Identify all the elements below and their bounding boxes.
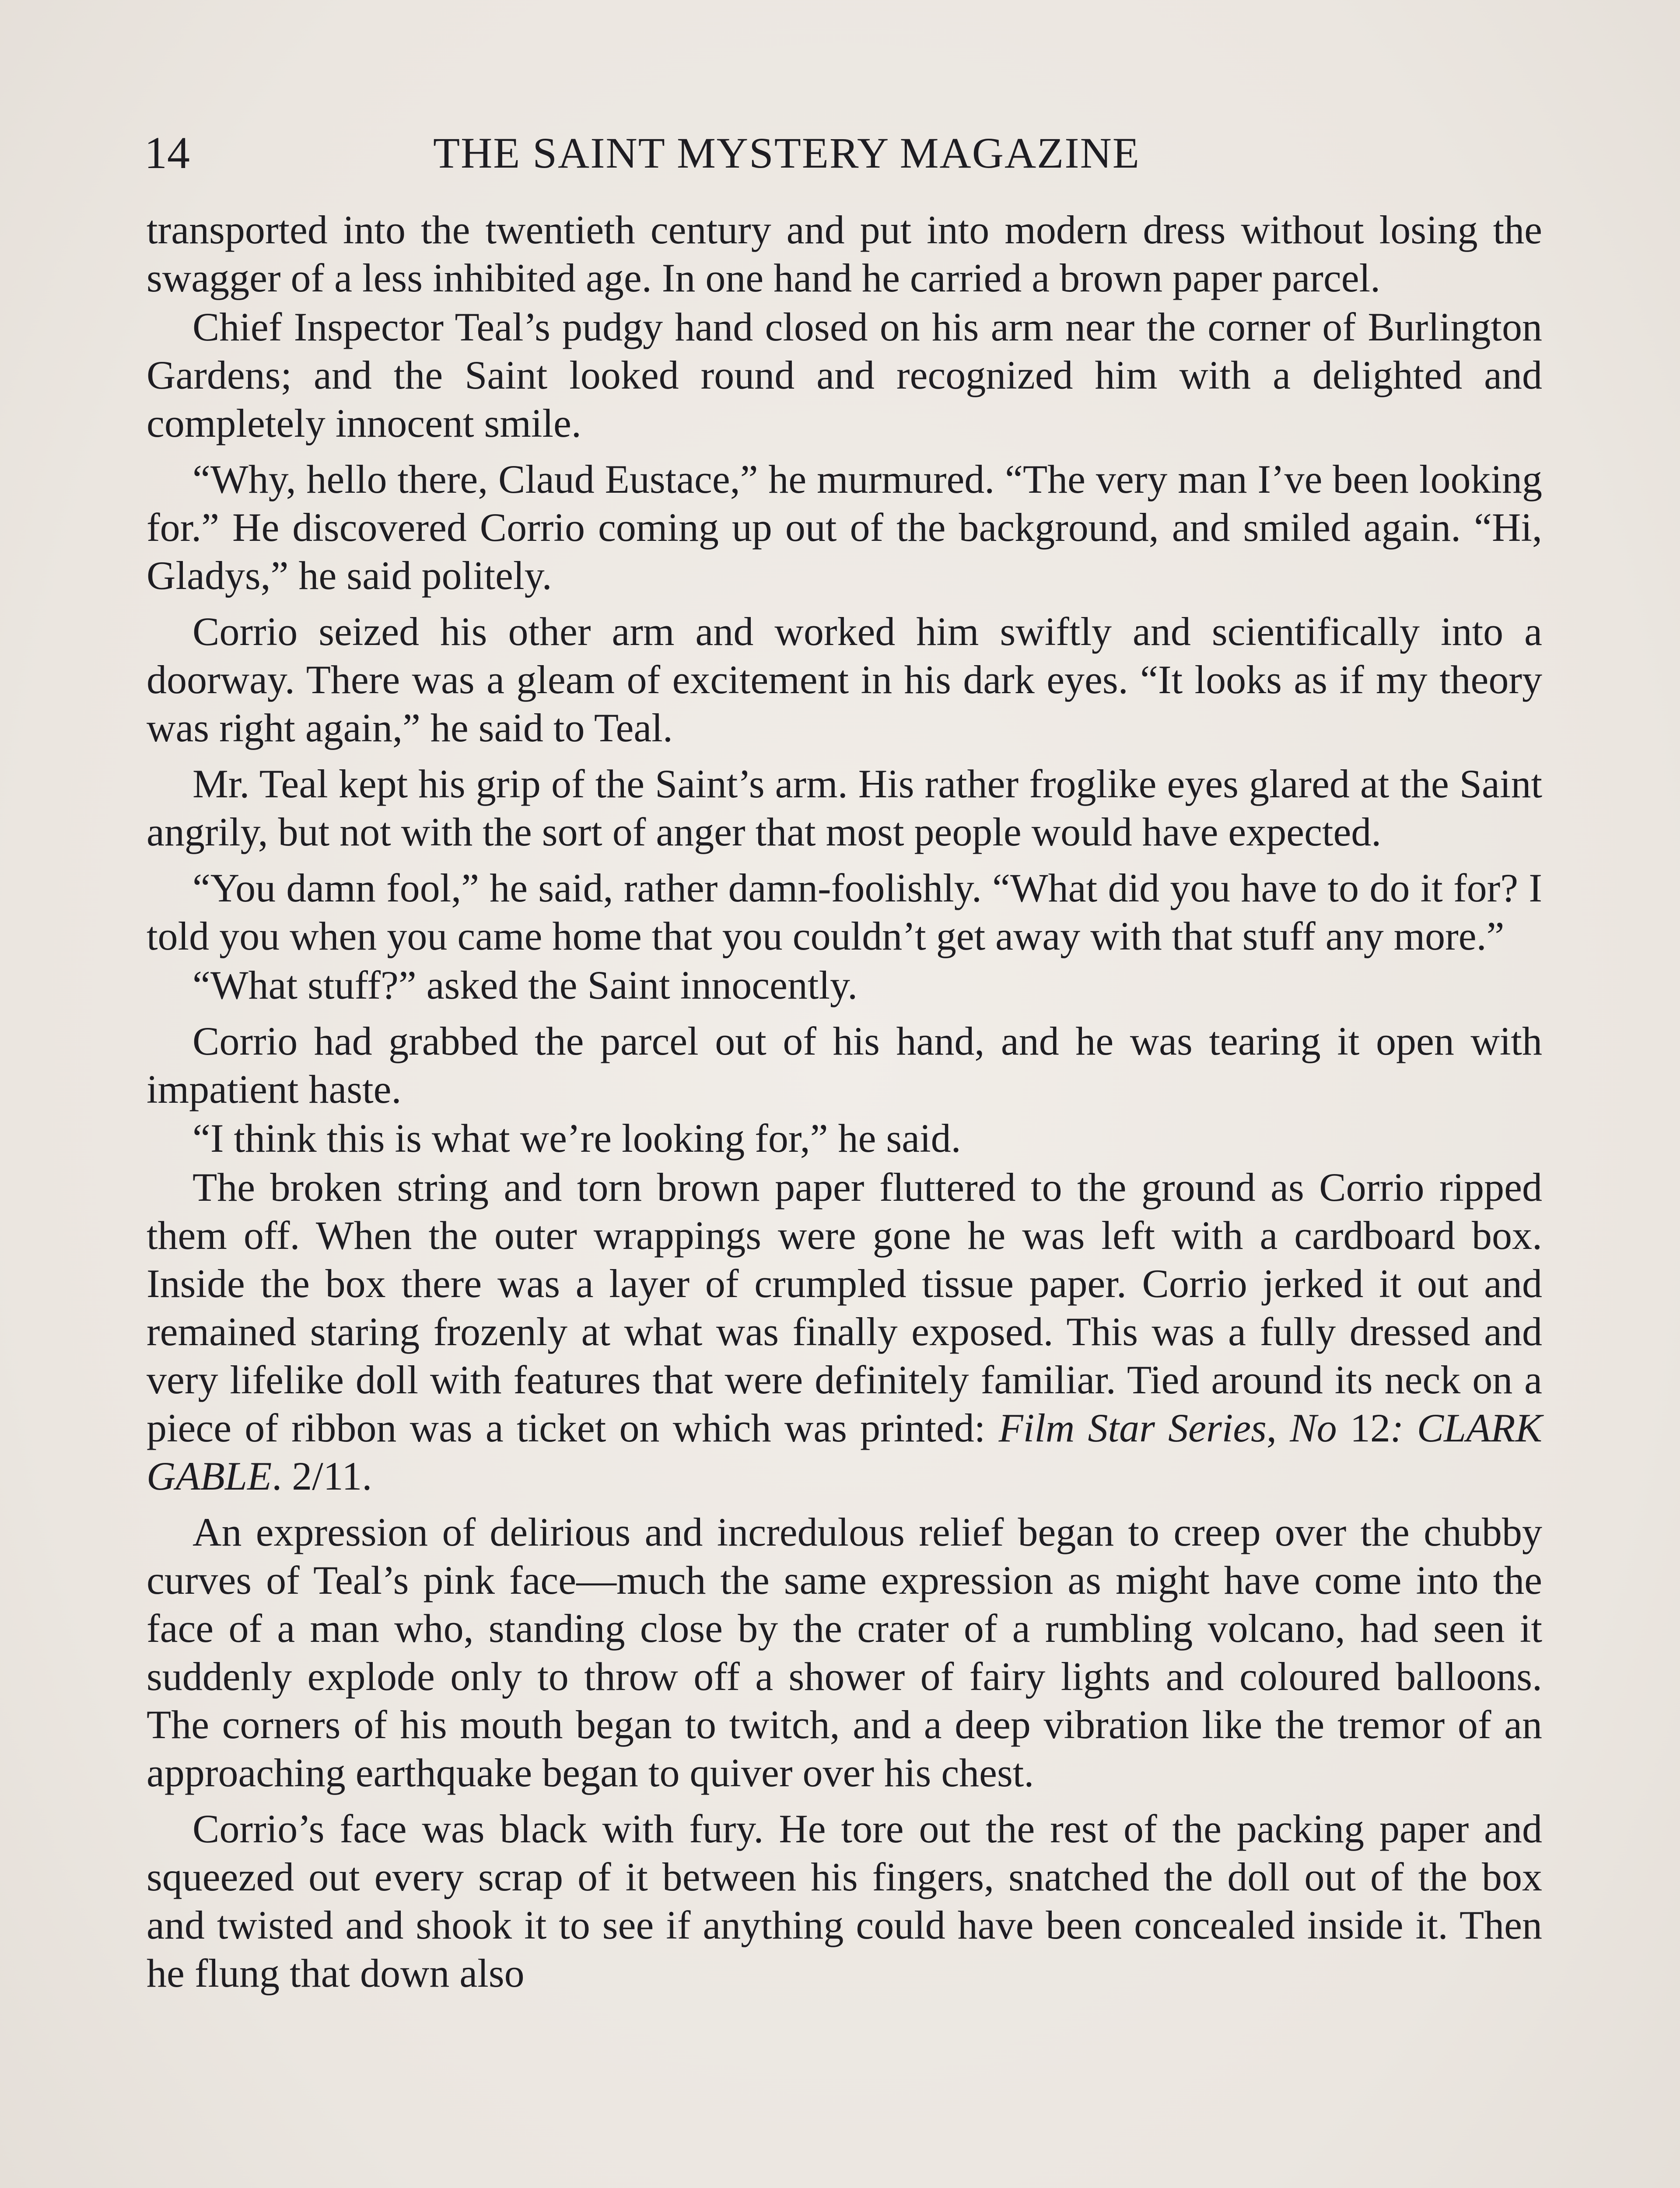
paragraph: “Why, hello there, Claud Eustace,” he murmured. “The very man I’ve been looking for.” He discovered Corrio coming up out of the background, and smiled again. “Hi, Gladys,” he said politely. <box>147 457 1542 598</box>
ticket-text: . 2/11. <box>272 1454 372 1498</box>
paragraph: Mr. Teal kept his grip of the Saint’s arm. His rather froglike eyes glared at the Saint angrily, but not with the sort of anger that most people would have expected. <box>147 761 1542 854</box>
paragraph: “I think this is what we’re looking for,” he said. <box>192 1116 961 1161</box>
paragraph-with-ticket <box>147 1163 1542 1500</box>
paragraph: Chief Inspector Teal’s pudgy hand closed on his arm near the corner of Burlington Gardens; and the Saint looked round and recognized him with a delighted and completely innocent smile. <box>147 305 1542 445</box>
paragraph: “What stuff?” asked the Saint innocently. <box>192 963 858 1007</box>
page-number: 14 <box>144 128 190 178</box>
ticket-italic: : CLARK GABLE <box>147 1406 1542 1498</box>
paragraph-text: The broken string and torn brown paper fluttered to the ground as Corrio ripped them off. When the outer wrappings were gone he was left with a cardboard box. Inside the box there was a layer of crumpled tissue paper. Corrio jerked it out and remained staring frozenly at what was finally exposed. This was a fully dressed and very lifelike doll with features that were definitely familiar. Tied around its neck on a piece of ribbon was a ticket on which was printed: <box>147 1165 1542 1450</box>
running-title: THE SAINT MYSTERY MAGAZINE <box>433 129 1140 177</box>
paragraph: Corrio had grabbed the parcel out of his hand, and he was tearing it open with impatient haste. <box>147 1019 1542 1112</box>
paragraph: “You damn fool,” he said, rather damn-foolishly. “What did you have to do it for? I told you when you came home that you couldn’t get away with that stuff any more.” <box>147 866 1542 958</box>
ticket-text: 12 <box>1337 1406 1390 1450</box>
page-header <box>144 123 1553 184</box>
paragraph: transported into the twentieth century and put into modern dress without losing the swagger of a less inhibited age. In one hand he carried a brown paper parcel. <box>147 207 1542 300</box>
paragraph: Corrio’s face was black with fury. He tore out the rest of the packing paper and squeezed out every scrap of it between his fingers, snatched the doll out of the box and twisted and shook it to see if anything could have been concealed inside it. Then he flung that down also <box>147 1806 1542 1995</box>
story-text <box>147 206 1542 1998</box>
paragraph: Corrio seized his other arm and worked him swiftly and scientifically into a doorway. There was a gleam of excitement in his dark eyes. “It looks as if my theory was right again,” he said to Teal. <box>147 609 1542 750</box>
ticket-italic: Film Star Series <box>998 1406 1267 1450</box>
ticket-text: , <box>1266 1406 1290 1450</box>
paragraph: An expression of delirious and incredulous relief began to creep over the chubby curves of Teal’s pink face—much the same expression as might have come into the face of a man who, standing close by the crater of a rumbling volcano, had seen it suddenly explode only to throw off a shower of fairy lights and coloured balloons. The corners of his mouth began to twitch, and a deep vibration like the tremor of an approaching earthquake began to quiver over his chest. <box>147 1510 1542 1795</box>
ticket-italic: No <box>1290 1406 1337 1450</box>
